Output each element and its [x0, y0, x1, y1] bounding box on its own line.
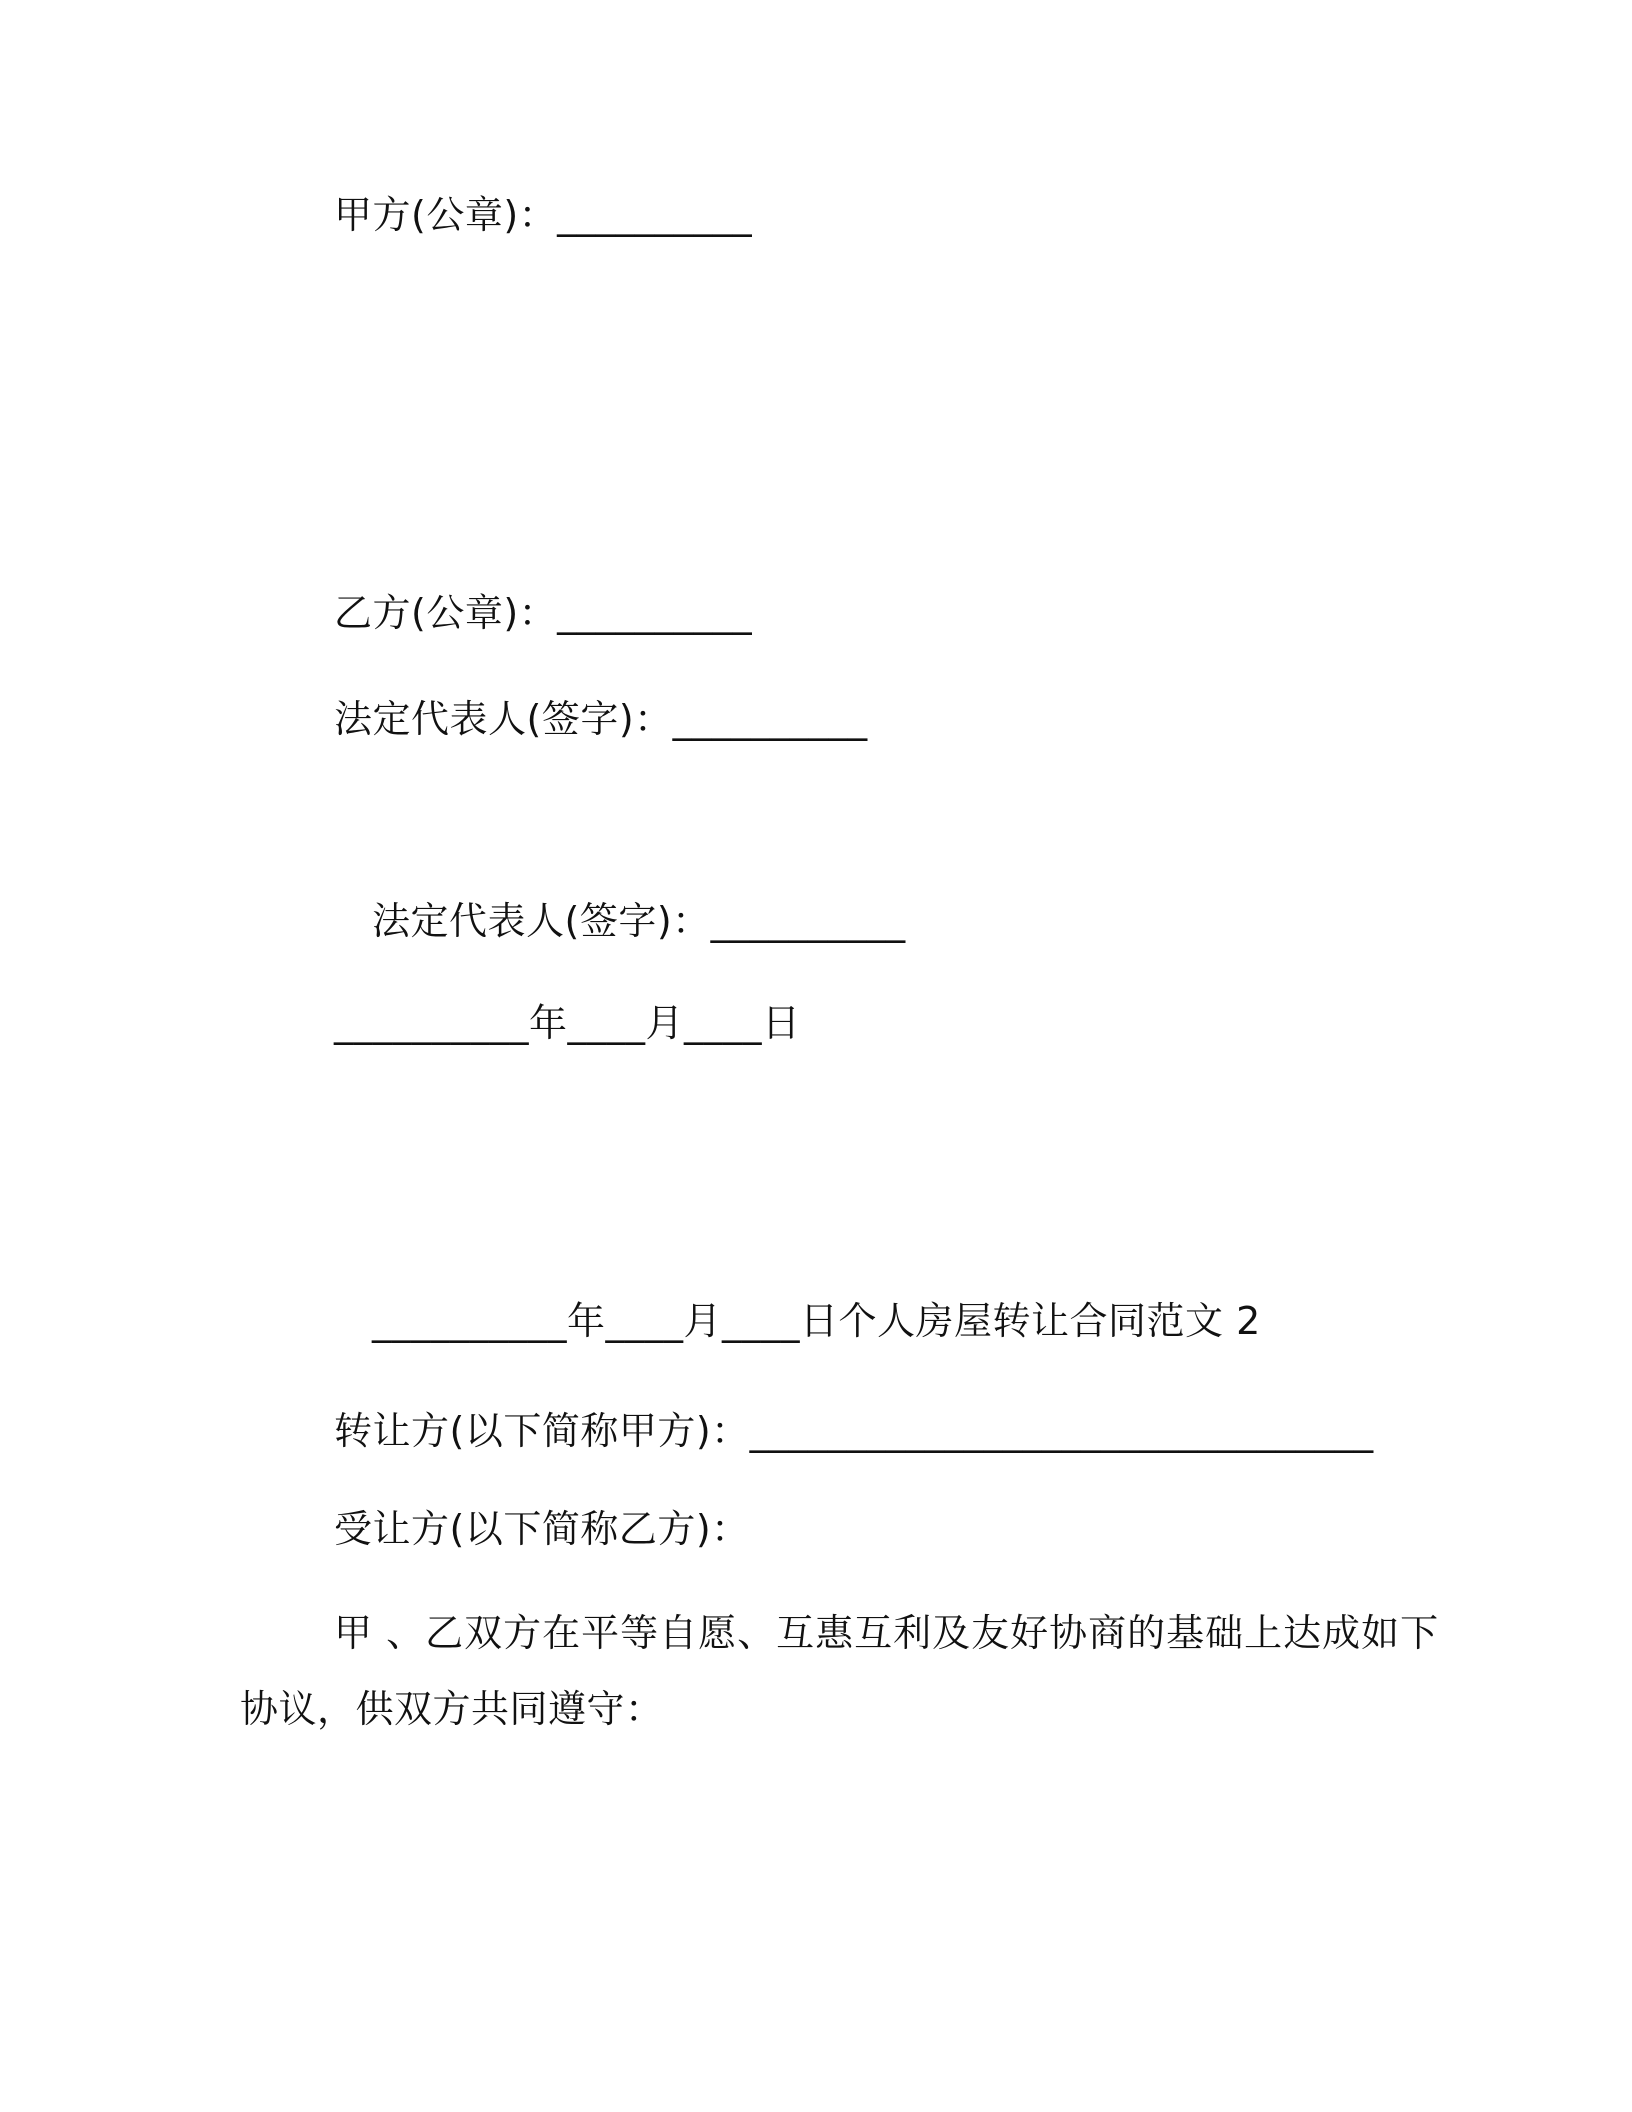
legal-representative-signature-line: 法定代表人(签字)：__________ [334, 697, 868, 741]
party-a-seal-line: 甲方(公章)：__________ [334, 193, 753, 237]
transferor-line: 转让方(以下简称甲方)：________________________________ [334, 1409, 1374, 1453]
agreement-paragraph-line-2: 协议，供双方共同遵守： [240, 1687, 664, 1731]
agreement-paragraph-line-1: 甲 、乙双方在平等自愿、互惠互利及友好协商的基础上达成如下 [334, 1611, 1440, 1655]
party-b-seal-line: 乙方(公章)：__________ [334, 591, 753, 635]
legal-representative-signature-line-2: 法定代表人(签字)：__________ [372, 899, 906, 943]
contract-title-line: __________年____月____日个人房屋转让合同范文 2 [372, 1299, 1261, 1343]
date-line: __________年____月____日 [334, 1001, 801, 1045]
transferee-line: 受让方(以下简称乙方)： [334, 1507, 750, 1551]
